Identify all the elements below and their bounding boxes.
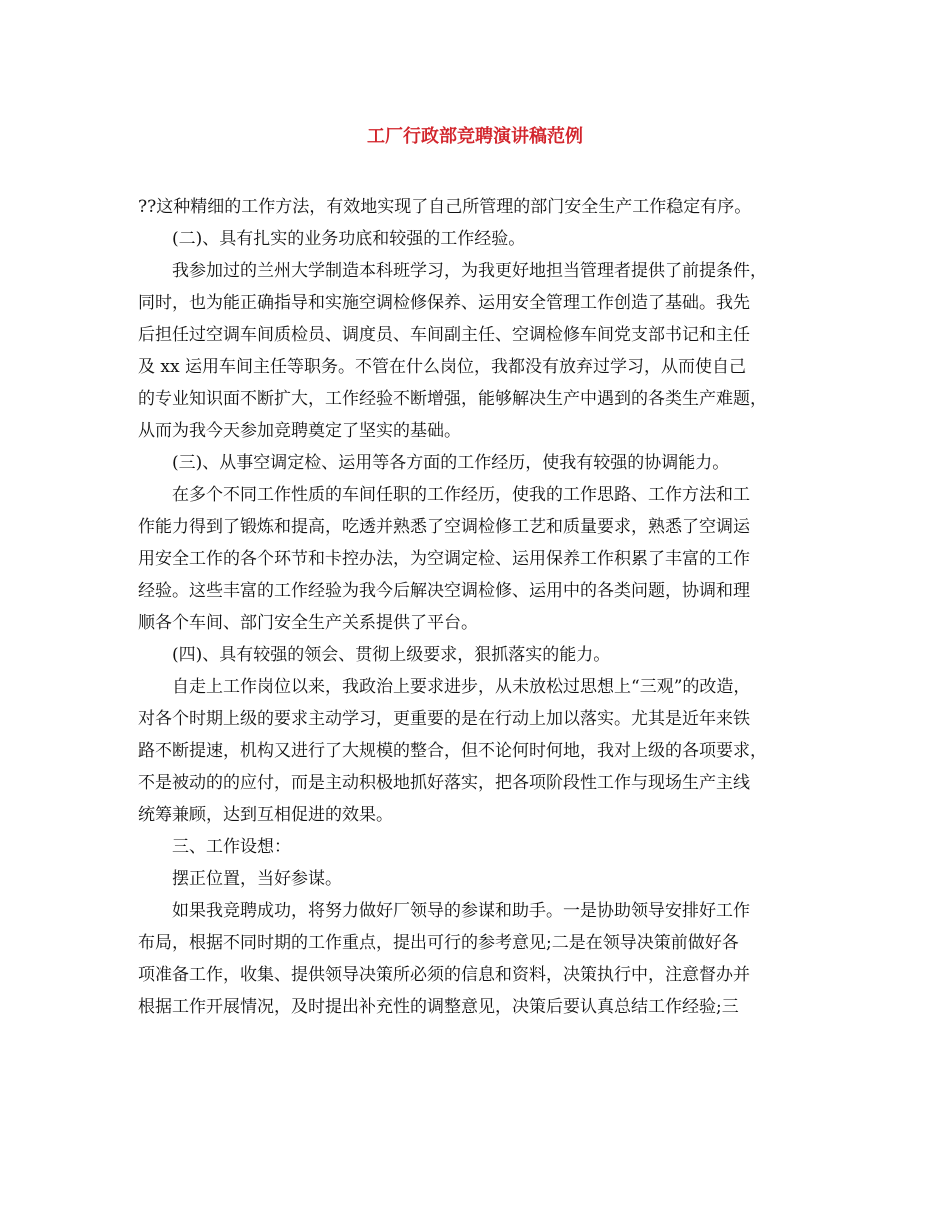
body-line: 路不断提速，机构又进行了大规模的整合，但不论何时何地，我对上级的各项要求， <box>138 741 767 761</box>
body-line: 根据工作开展情况，及时提出补充性的调整意见，决策后要认真总结工作经验;三 <box>138 997 739 1017</box>
body-line: 对各个时期上级的要求主动学习，更重要的是在行动上加以落实。尤其是近年来铁 <box>138 709 750 729</box>
body-line: (二)、具有扎实的业务功底和较强的工作经验。 <box>172 229 526 249</box>
body-line: (四)、具有较强的领会、贯彻上级要求，狠抓落实的能力。 <box>172 645 611 665</box>
body-line: 在多个不同工作性质的车间任职的工作经历，使我的工作思路、工作方法和工 <box>172 485 750 505</box>
body-line: (三)、从事空调定检、运用等各方面的工作经历，使我有较强的协调能力。 <box>172 453 730 473</box>
body-line: 摆正位置，当好参谋。 <box>172 869 342 889</box>
body-line: ??这种精细的工作方法，有效地实现了自己所管理的部门安全生产工作稳定有序。 <box>138 197 752 217</box>
body-line: 布局，根据不同时期的工作重点，提出可行的参考意见;二是在领导决策前做好各 <box>138 933 739 953</box>
body-line: 如果我竞聘成功，将努力做好厂领导的参谋和助手。一是协助领导安排好工作 <box>172 901 750 921</box>
document-body <box>138 191 814 1023</box>
body-line: 三、工作设想： <box>172 837 291 857</box>
body-line: 不是被动的的应付，而是主动积极地抓好落实，把各项阶段性工作与现场生产主线 <box>138 773 750 793</box>
body-line: 及 xx 运用车间主任等职务。不管在什么岗位，我都没有放弃过学习，从而使自己 <box>138 357 746 377</box>
body-line: 同时，也为能正确指导和实施空调检修保养、运用安全管理工作创造了基础。我先 <box>138 293 750 313</box>
body-line: 统筹兼顾，达到互相促进的效果。 <box>138 805 393 825</box>
body-line: 从而为我今天参加竞聘奠定了坚实的基础。 <box>138 421 461 441</box>
body-line: 的专业知识面不断扩大，工作经验不断增强，能够解决生产中遇到的各类生产难题， <box>138 389 767 409</box>
body-line: 顺各个车间、部门安全生产关系提供了平台。 <box>138 613 478 633</box>
body-line: 经验。这些丰富的工作经验为我今后解决空调检修、运用中的各类问题，协调和理 <box>138 581 750 601</box>
body-line: 后担任过空调车间质检员、调度员、车间副主任、空调检修车间党支部书记和主任 <box>138 325 750 345</box>
body-line: 项准备工作，收集、提供领导决策所必须的信息和资料，决策执行中，注意督办并 <box>138 965 750 985</box>
body-line: 自走上工作岗位以来，我政治上要求进步，从未放松过思想上“三观”的改造， <box>172 677 751 697</box>
body-line: 我参加过的兰州大学制造本科班学习，为我更好地担当管理者提供了前提条件， <box>172 261 767 281</box>
body-line: 用安全工作的各个环节和卡控办法，为空调定检、运用保养工作积累了丰富的工作 <box>138 549 750 569</box>
body-line: 作能力得到了锻炼和提高，吃透并熟悉了空调检修工艺和质量要求，熟悉了空调运 <box>138 517 750 537</box>
document-title: 工厂行政部竞聘演讲稿范例 <box>367 126 583 147</box>
